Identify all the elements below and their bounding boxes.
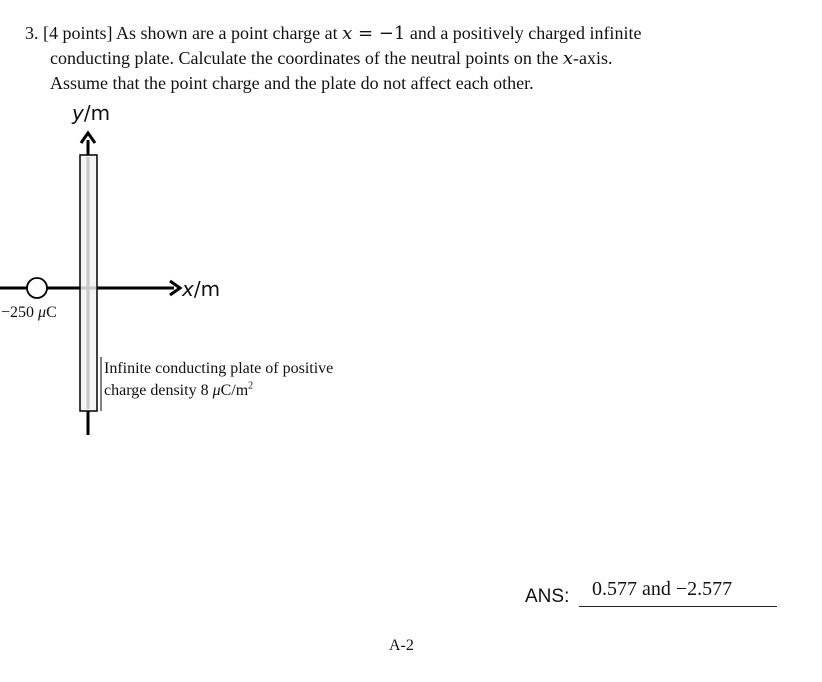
charge-value: −250 (1, 304, 39, 321)
charge-unit: C (46, 304, 57, 321)
y-axis-unit: /m (83, 101, 111, 125)
question-line-1 (25, 21, 777, 46)
plate-unit-exponent: 2 (248, 380, 254, 392)
plate-label-line-1: Infinite conducting plate of positive (104, 360, 334, 377)
x-axis-unit: /m (193, 277, 221, 301)
plate-density-value: charge density 8 (104, 382, 213, 399)
plate-mu: μ (212, 382, 221, 399)
question-lead: 3. [4 points] As shown are a point charge at (25, 23, 343, 43)
answer-label: ANS: (525, 586, 570, 607)
charge-mu: μ (38, 304, 47, 321)
point-charge-label (1, 304, 57, 322)
question-line-1-rest: and a positively charged infinite (405, 23, 642, 43)
question-line-2-end: -axis. (573, 48, 613, 68)
question-line-3: Assume that the point charge and the plate do not affect each other. (50, 73, 534, 93)
question-line-2 (25, 46, 777, 71)
charge-plate-figure (0, 95, 460, 445)
answer-block (525, 575, 785, 609)
answer-underline (579, 606, 777, 607)
answer-value: 0.577 and −2.577 (592, 578, 733, 600)
plate-unit: C/m (220, 382, 249, 399)
page-number: A-2 (389, 637, 414, 654)
x-axis-label (182, 277, 220, 301)
x-equals-value: = −1 (352, 23, 406, 44)
x-axis-variable: x (562, 48, 573, 69)
x-axis-var: x (182, 277, 194, 301)
x-variable: x (342, 23, 353, 44)
question-line-2-start: conducting plate. Calculate the coordinates of the neutral points on the (50, 48, 563, 68)
point-charge (27, 278, 47, 298)
plate-label (104, 358, 333, 402)
question-text (25, 21, 777, 95)
y-axis-var: y (72, 101, 84, 125)
plate-label-line-2 (104, 380, 333, 402)
y-axis-label (72, 101, 110, 125)
